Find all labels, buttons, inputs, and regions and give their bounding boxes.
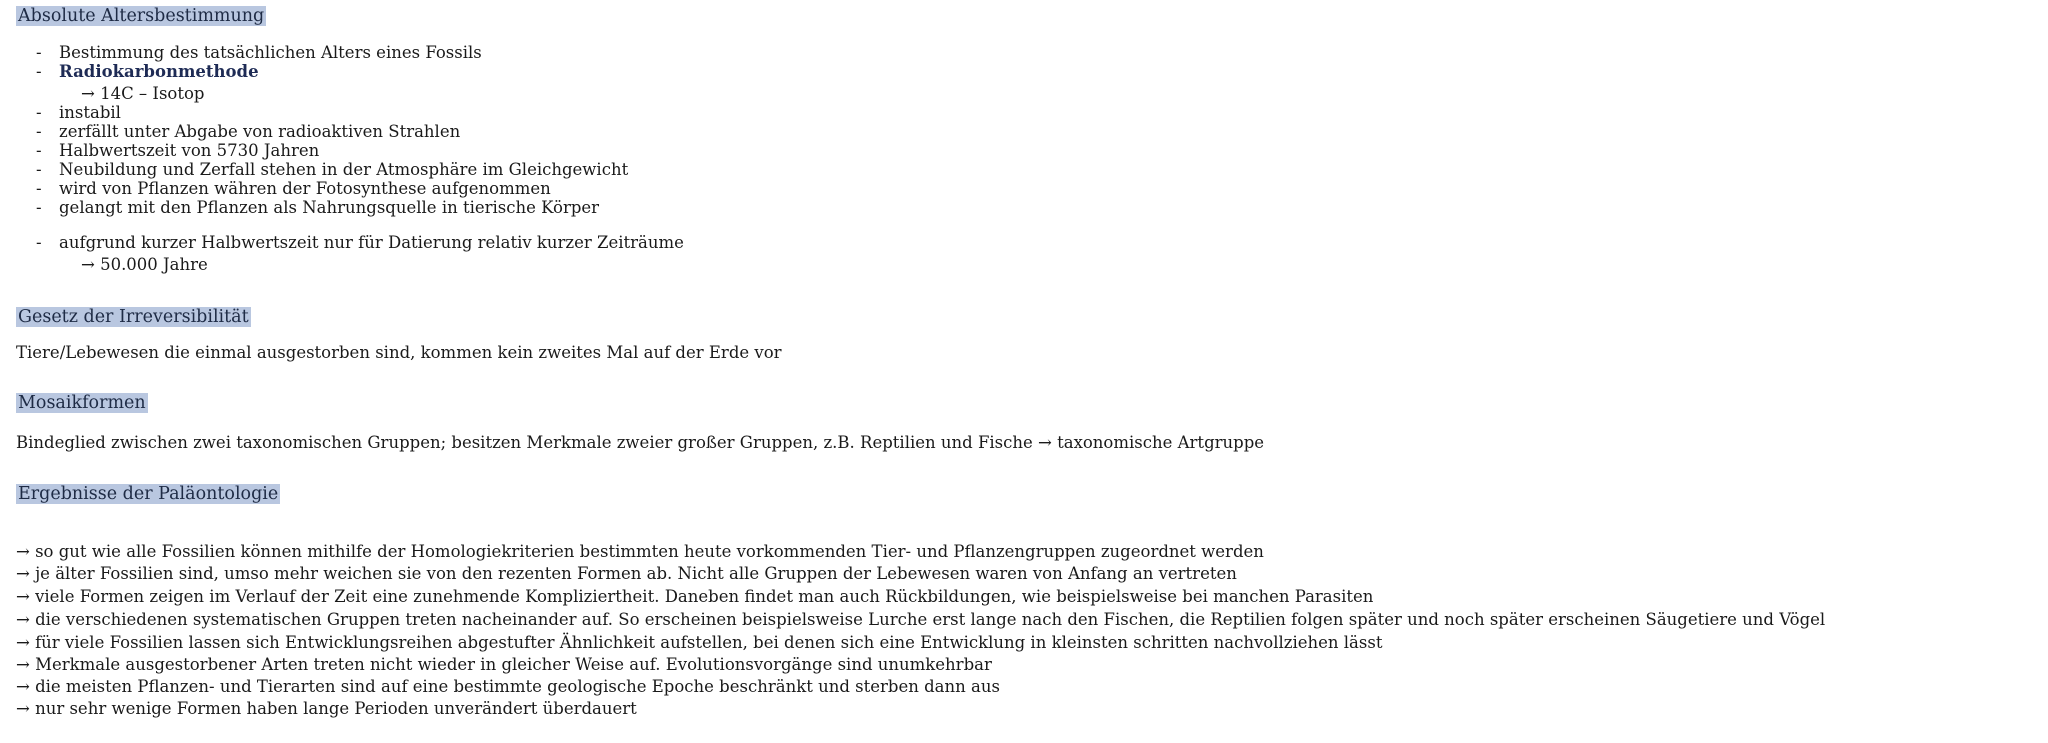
list-item: zerfällt unter Abgabe von radioaktiven Strahlen [59,122,461,141]
list-subitem: → 50.000 Jahre [81,255,208,274]
list-item: → die verschiedenen systematischen Gruppen treten nacheinander auf. So erscheinen beispielsweise Lurche erst lange nach den Fischen, die Reptilien folgen später und noch später erscheinen Säugetiere und Vögel [16,610,1826,629]
list-item: → je älter Fossilien sind, umso mehr weichen sie von den rezenten Formen ab. Nicht alle Gruppen der Lebewesen waren von Anfang an vertreten [16,564,1237,583]
heading-mosaic-forms: Mosaikformen [18,393,146,413]
list-item: → Merkmale ausgestorbener Arten treten nicht wieder in gleicher Weise auf. Evolutionsvorgänge sind unumkehrbar [16,655,992,674]
heading-paleontology-results: Ergebnisse der Paläontologie [18,484,279,504]
mosaic-forms-text: Bindeglied zwischen zwei taxonomischen Gruppen; besitzen Merkmale zweier großer Gruppen, z.B. Reptilien und Fische → taxonomische Artgruppe [16,433,1265,452]
list-item: → die meisten Pflanzen- und Tierarten sind auf eine bestimmte geologische Epoche beschränkt und sterben dann aus [16,677,1000,696]
list-subitem: → 14C – Isotop [81,84,205,103]
list-bullet: - [36,198,42,217]
list-bullet: - [36,62,42,81]
list-bullet: - [36,141,42,160]
list-bullet: - [36,122,42,141]
list-item: → viele Formen zeigen im Verlauf der Zeit eine zunehmende Kompliziertheit. Daneben findet man auch Rückbildungen, wie beispielsweise bei manchen Parasiten [16,587,1374,606]
list-item: wird von Pflanzen währen der Fotosynthese aufgenommen [59,179,551,198]
heading-absolute-dating: Absolute Altersbestimmung [18,6,265,26]
list-bullet: - [36,233,42,252]
list-bullet: - [36,160,42,179]
list-item-radiocarbon: Radiokarbonmethode [59,62,259,81]
list-item: → für viele Fossilien lassen sich Entwicklungsreihen abgestufter Ähnlichkeit aufstellen, bei denen sich eine Entwicklung in kleinsten schritten nachvollziehen lässt [16,633,1383,652]
list-bullet: - [36,103,42,122]
list-item: gelangt mit den Pflanzen als Nahrungsquelle in tierische Körper [59,198,600,217]
list-item: instabil [59,103,121,122]
list-item: Neubildung und Zerfall stehen in der Atmosphäre im Gleichgewicht [59,160,629,179]
list-bullet: - [36,43,42,62]
irreversibility-text: Tiere/Lebewesen die einmal ausgestorben sind, kommen kein zweites Mal auf der Erde vor [16,343,782,362]
list-item: → nur sehr wenige Formen haben lange Perioden unverändert überdauert [16,699,637,718]
list-item: aufgrund kurzer Halbwertszeit nur für Datierung relativ kurzer Zeiträume [59,233,684,252]
heading-irreversibility: Gesetz der Irreversibilität [18,307,249,327]
list-item: Bestimmung des tatsächlichen Alters eines Fossils [59,43,482,62]
list-item: Halbwertszeit von 5730 Jahren [59,141,320,160]
list-bullet: - [36,179,42,198]
list-item: → so gut wie alle Fossilien können mithilfe der Homologiekriterien bestimmten heute vorkommenden Tier- und Pflanzengruppen zugeordnet werden [16,542,1264,561]
